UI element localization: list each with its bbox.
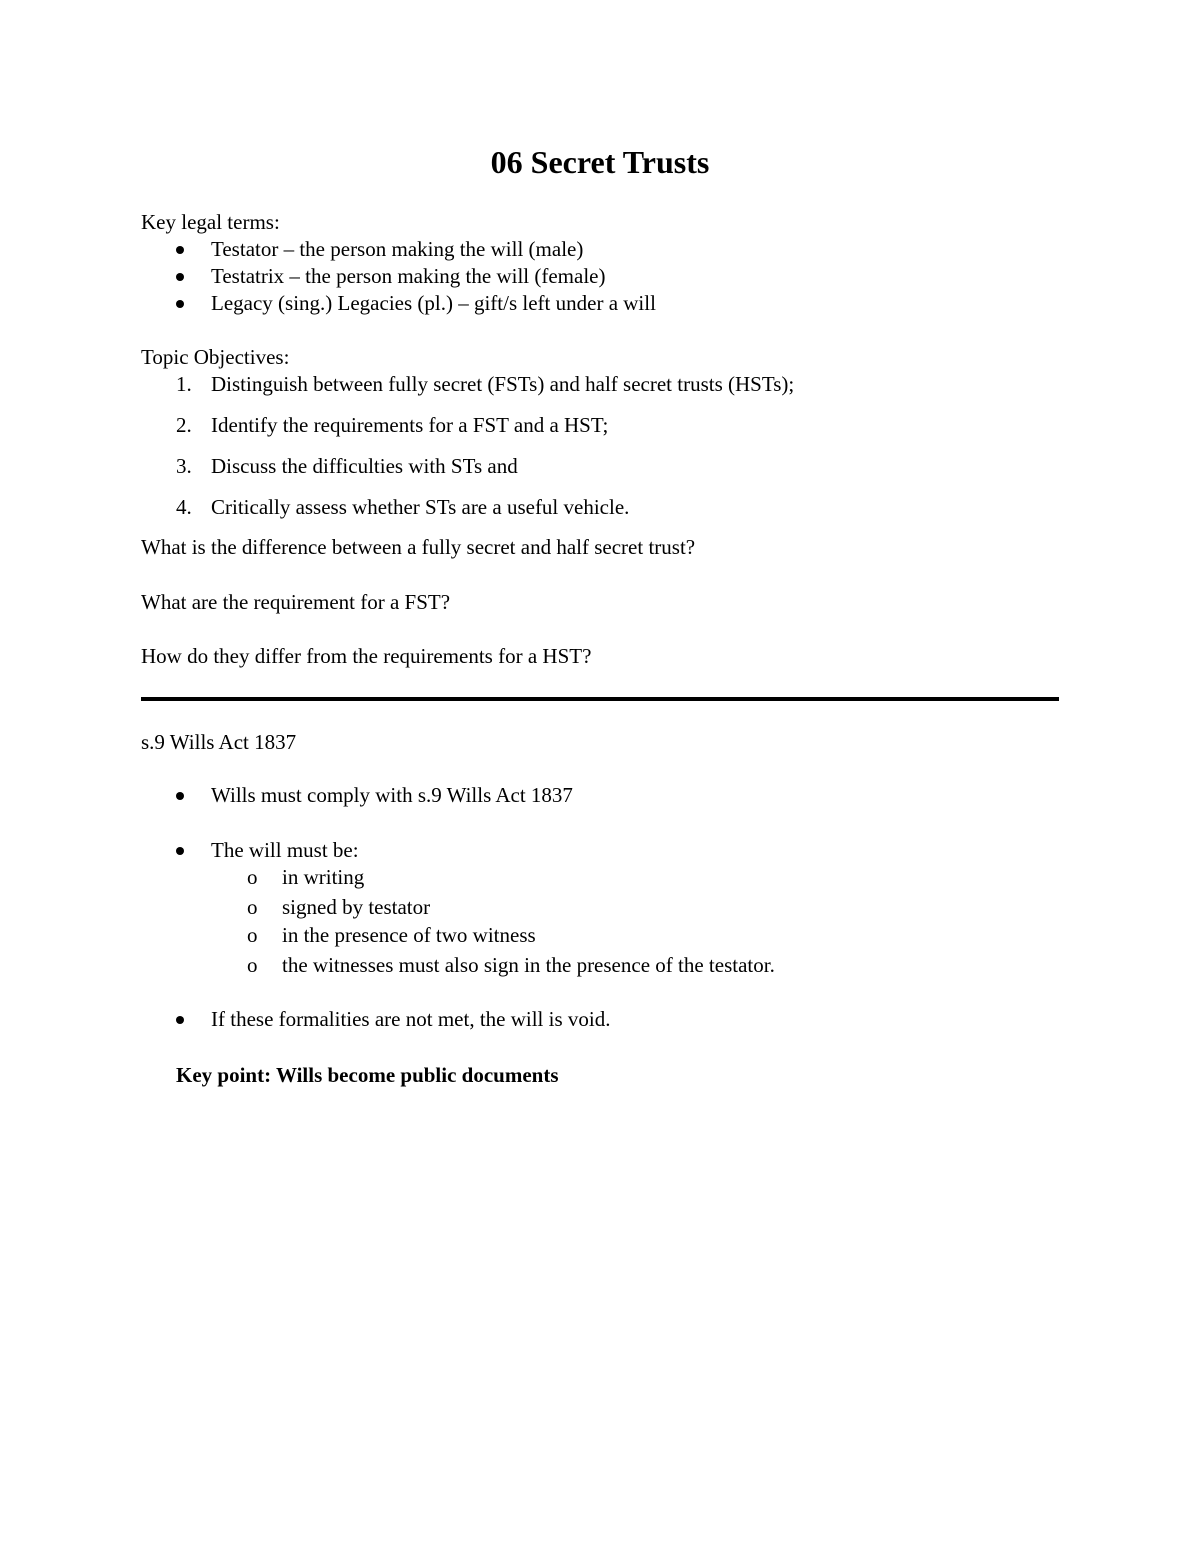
page-title: 06 Secret Trusts <box>490 144 710 180</box>
key-term-item: Testator – the person making the will (male) <box>211 237 584 261</box>
wills-act-bullet: The will must be: <box>211 838 359 862</box>
sub-bullet-marker: o <box>247 953 258 977</box>
sub-bullet-marker: o <box>247 865 258 889</box>
horizontal-rule <box>141 697 1059 701</box>
wills-act-bullet: If these formalities are not met, the will is void. <box>211 1007 611 1031</box>
key-term-item: Testatrix – the person making the will (female) <box>211 264 606 288</box>
key-point: Key point: Wills become public documents <box>176 1063 559 1087</box>
sub-bullet-marker: o <box>247 923 258 947</box>
wills-act-heading: s.9 Wills Act 1837 <box>141 730 297 754</box>
sub-list-item: in the presence of two witness <box>282 923 536 947</box>
bullet-icon <box>176 1016 184 1024</box>
bullet-icon <box>176 300 184 308</box>
question-line: What is the difference between a fully secret and half secret trust? <box>141 535 696 559</box>
key-term-item: Legacy (sing.) Legacies (pl.) – gift/s left under a will <box>211 291 656 315</box>
list-number: 1. <box>176 372 192 396</box>
wills-act-bullet: Wills must comply with s.9 Wills Act 1837 <box>211 783 573 807</box>
sub-bullet-marker: o <box>247 895 258 919</box>
list-number: 4. <box>176 495 192 519</box>
bullet-icon <box>176 246 184 254</box>
list-number: 3. <box>176 454 192 478</box>
objective-item: Distinguish between fully secret (FSTs) and half secret trusts (HSTs); <box>211 372 795 396</box>
sub-list-item: in writing <box>282 865 365 889</box>
bullet-icon <box>176 273 184 281</box>
list-number: 2. <box>176 413 192 437</box>
objectives-heading: Topic Objectives: <box>141 345 290 369</box>
bullet-icon <box>176 792 184 800</box>
objective-item: Critically assess whether STs are a useful vehicle. <box>211 495 630 519</box>
objective-item: Identify the requirements for a FST and a HST; <box>211 413 609 437</box>
question-line: What are the requirement for a FST? <box>141 590 451 614</box>
objective-item: Discuss the difficulties with STs and <box>211 454 518 478</box>
bullet-icon <box>176 847 184 855</box>
key-terms-heading: Key legal terms: <box>141 210 280 234</box>
question-line: How do they differ from the requirements for a HST? <box>141 644 592 668</box>
sub-list-item: signed by testator <box>282 895 431 919</box>
sub-list-item: the witnesses must also sign in the presence of the testator. <box>282 953 775 977</box>
